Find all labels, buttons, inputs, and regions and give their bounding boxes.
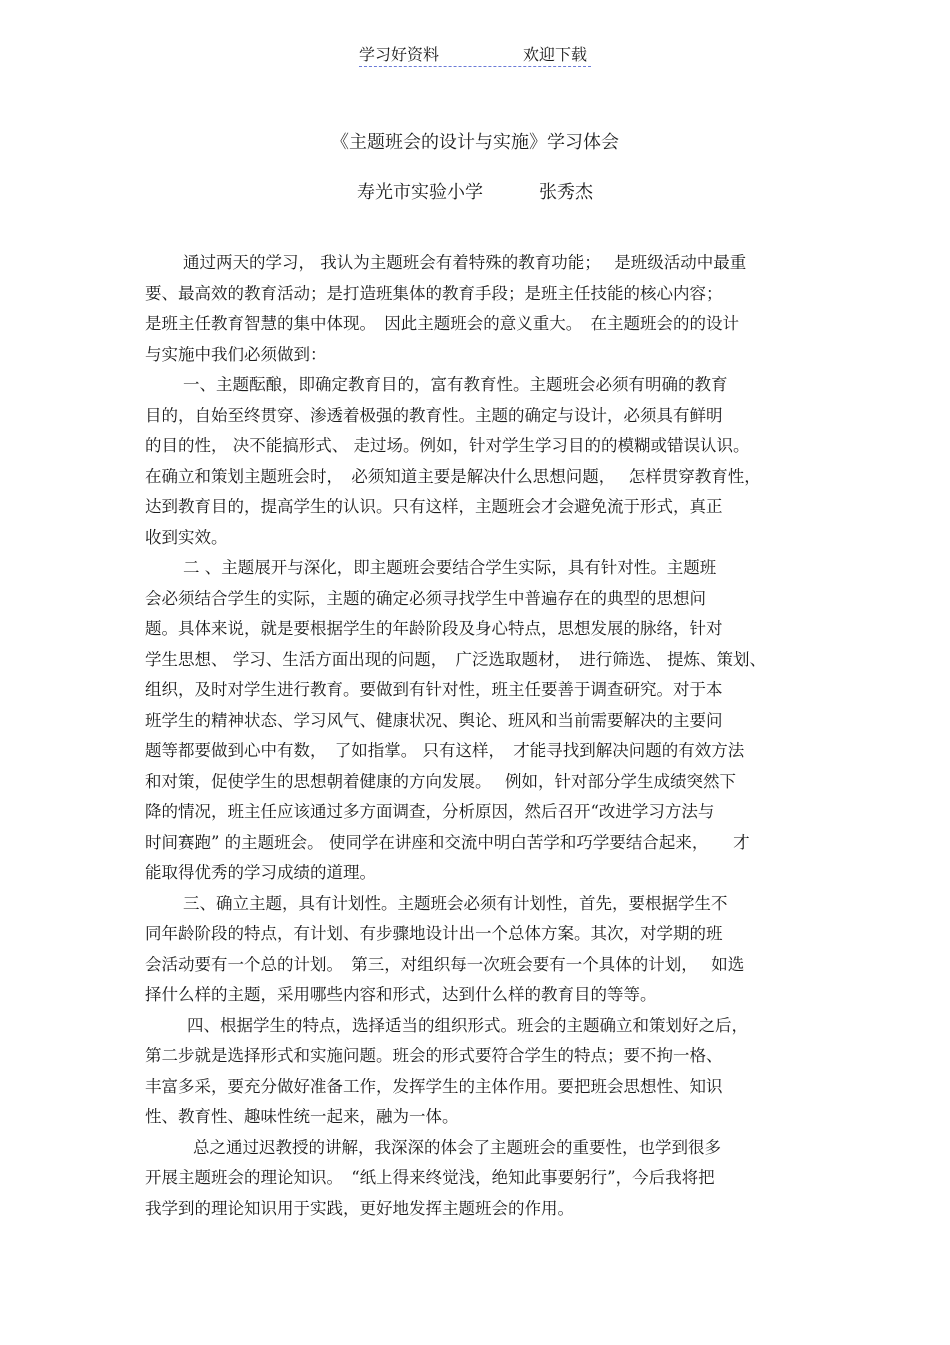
text-line: 二 、主题展开与深化，即主题班会要结合学生实际，具有针对性。主题班 <box>183 558 717 577</box>
text-line: 性、教育性、趣味性统一起来，融为一体。 <box>145 1107 459 1126</box>
text-line: 开展主题班会的理论知识。 “纸上得来终觉浅，绝知此事要躬行”，今后我将把 <box>145 1168 715 1187</box>
text-line: 通过两天的学习， 我认为主题班会有着特殊的教育功能； 是班级活动中最重 <box>183 253 747 272</box>
page-header <box>359 40 591 67</box>
text-line: 会必须结合学生的实际，主题的确定必须寻找学生中普遍存在的典型的思想问 <box>145 588 706 608</box>
text-line: 和对策，促使学生的思想朝着健康的方向发展。 例如，针对部分学生成绩突然下 <box>145 771 736 791</box>
header-left-text: 学习好资料 <box>359 45 440 64</box>
text-line: 同年龄阶段的特点，有计划、有步骤地设计出一个总体方案。其次，对学期的班 <box>145 924 723 943</box>
text-line: 择什么样的主题，采用哪些内容和形式，达到什么样的教育目的等等。 <box>145 985 657 1004</box>
text-line: 丰富多采，要充分做好准备工作，发挥学生的主体作用。要把班会思想性、知识 <box>145 1076 723 1096</box>
text-line: 三、确立主题，具有计划性。主题班会必须有计划性，首先，要根据学生不 <box>183 893 728 913</box>
text-line: 能取得优秀的学习成绩的道理。 <box>145 863 376 882</box>
text-line: 一、主题酝酿，即确定教育目的，富有教育性。主题班会必须有明确的教育 <box>183 375 728 394</box>
text-line: 达到教育目的，提高学生的认识。只有这样，主题班会才会避免流于形式，真正 <box>145 497 723 516</box>
text-line: 与实施中我们必须做到： <box>145 344 327 364</box>
text-line: 是班主任教育智慧的集中体现。 因此主题班会的意义重大。 在主题班会的的设计 <box>145 314 739 333</box>
author-line <box>0 178 950 204</box>
text-line: 要、最高效的教育活动；是打造班集体的教育手段；是班主任技能的核心内容； <box>145 283 723 303</box>
text-line: 题。具体来说，就是要根据学生的年龄阶段及身心特点，思想发展的脉络，针对 <box>145 619 723 638</box>
document-title: 《主题班会的设计与实施》学习体会 <box>331 132 619 153</box>
text-line: 组织，及时对学生进行教育。要做到有针对性，班主任要善于调查研究。对于本 <box>145 680 723 699</box>
text-line: 在确立和策划主题班会时， 必须知道主要是解决什么思想问题， 怎样贯穿教育性， <box>145 466 761 486</box>
text-line: 题等都要做到心中有数， 了如指掌。 只有这样， 才能寻找到解决问题的有效方法 <box>145 741 745 760</box>
text-line: 总之通过迟教授的讲解，我深深的体会了主题班会的重要性，也学到很多 <box>193 1137 721 1157</box>
document-body <box>145 248 815 1224</box>
text-line: 四、根据学生的特点，选择适当的组织形式。班会的主题确立和策划好之后， <box>187 1015 748 1035</box>
text-line: 时间赛跑” 的主题班会。 使同学在讲座和交流中明白苦学和巧学要结合起来， 才 <box>145 832 750 852</box>
text-line: 降的情况，班主任应该通过多方面调查，分析原因，然后召开“改进学习方法与 <box>145 802 715 821</box>
header-right-text: 欢迎下载 <box>522 45 587 64</box>
text-line: 我学到的理论知识用于实践，更好地发挥主题班会的作用。 <box>145 1198 574 1218</box>
text-line: 班学生的精神状态、学习风气、健康状况、舆论、班风和当前需要解决的主要问 <box>145 710 723 730</box>
text-line: 第二步就是选择形式和实施问题。班会的形式要符合学生的特点；要不拘一格、 <box>145 1046 723 1065</box>
text-line: 会活动要有一个总的计划。 第三，对组织每一次班会要有一个具体的计划， 如选 <box>145 954 745 974</box>
author-name: 张秀杰 <box>539 182 593 203</box>
author-school: 寿光市实验小学 <box>357 182 483 203</box>
text-line: 目的，自始至终贯穿、渗透着极强的教育性。主题的确定与设计，必须具有鲜明 <box>145 405 723 425</box>
text-line: 的目的性， 决不能搞形式、 走过场。例如，针对学生学习目的的模糊或错误认识。 <box>145 436 750 455</box>
text-line: 学生思想、 学习、生活方面出现的问题， 广泛选取题材， 进行筛选、 提炼、策划、 <box>145 649 766 669</box>
text-line: 收到实效。 <box>145 527 228 547</box>
